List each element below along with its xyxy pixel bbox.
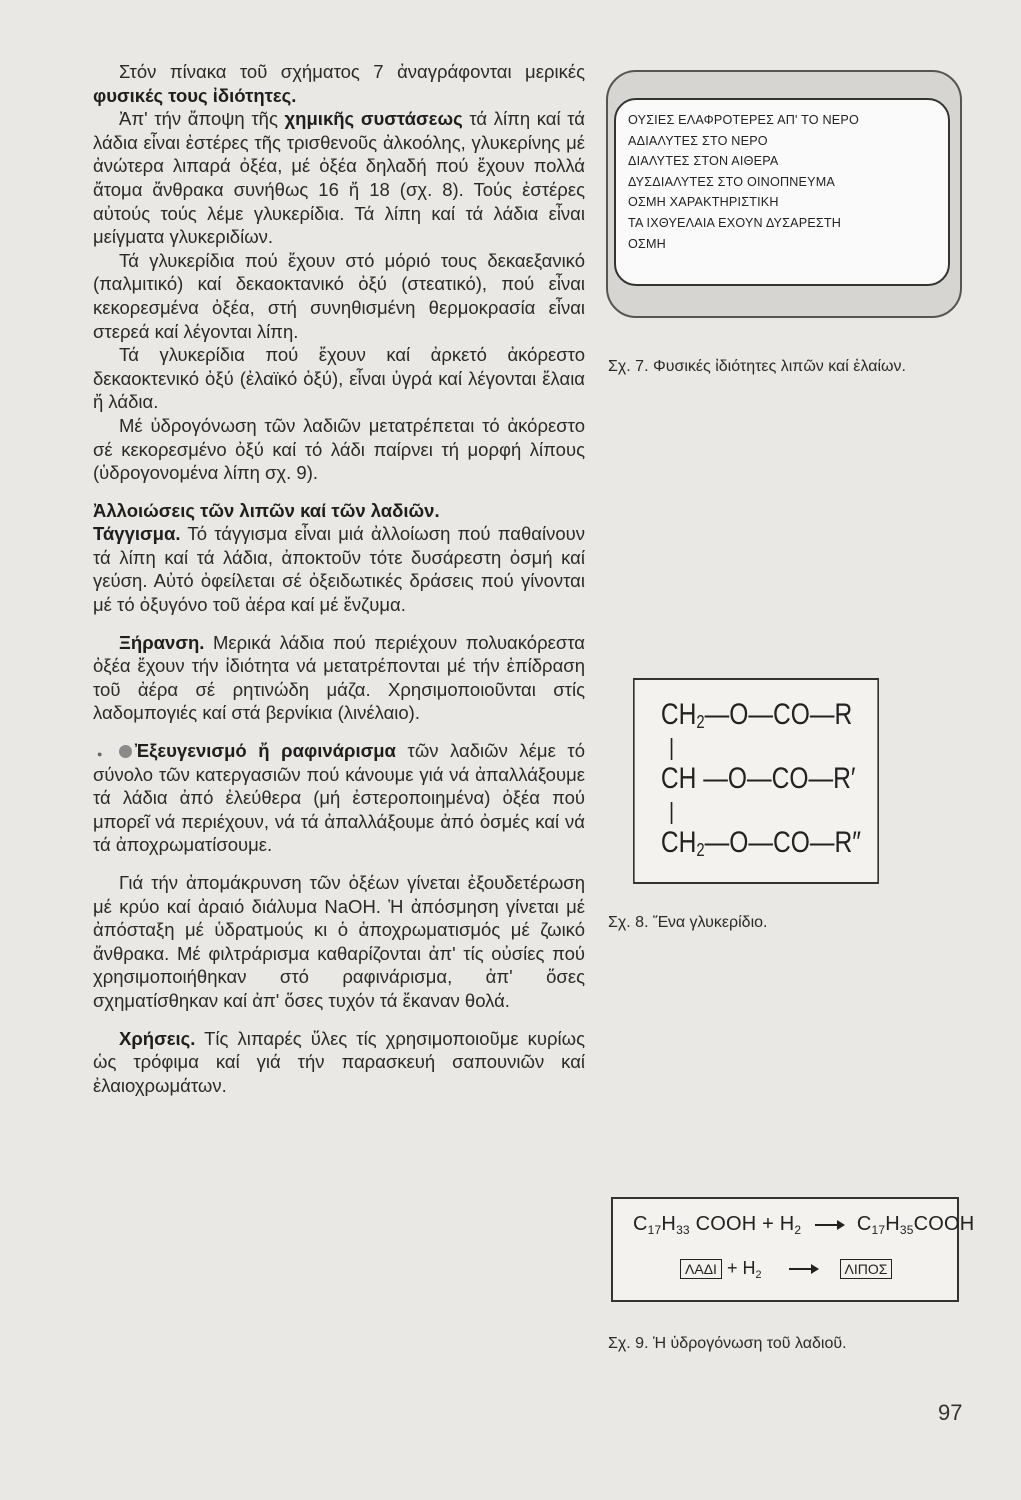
fig7-line: ΟΣΜΗ — [628, 236, 666, 251]
reaction-arrow-icon — [815, 1224, 843, 1226]
fig9-caption: Σχ. 9. Ἡ ὑδρογόνωση τοῦ λαδιοῦ. — [608, 1335, 847, 1352]
fig7-properties-box — [614, 98, 950, 286]
section-heading: Ἀλλοιώσεις τῶν λιπῶν καί τῶν λαδιῶν. — [93, 499, 440, 521]
fig7-line: ΟΥΣΙΕΣ ΕΛΑΦΡΟΤΕΡΕΣ ΑΠ' ΤΟ ΝΕΡΟ — [628, 113, 859, 127]
fig7-line: ΔΥΣΔΙΑΛΥΤΕΣ ΣΤΟ ΟΙΝΟΠΝΕΥΜΑ — [628, 174, 836, 189]
fig7-line: ΑΔΙΑΛΥΤΕΣ ΣΤΟ ΝΕΡΟ — [628, 133, 768, 148]
main-text-column — [93, 60, 585, 1097]
fig8-bond-1 — [671, 738, 673, 760]
fig7-line: ΤΑ ΙΧΘΥΕΛΑΙΑ ΕΧΟΥΝ ΔΥΣΑΡΕΣΤΗ — [628, 215, 842, 230]
fig9-equation-1: $C_{17}H_{33}$ COOH + $H_2$ $C_{17}H_{35}COOH$ — [633, 1213, 975, 1237]
paragraph-3: Τά γλυκερίδια πού ἔχουν στό μόριό τους δεκαεξανικό (παλμιτικό) καί δεκαοκτανικό ὀξύ (στεατικό), πού εἶναι κεκορεσμένα ὀξέα, στή συνηθισμένη θερμοκρασία εἶναι στερεά καί λέγονται λίπη. — [93, 249, 585, 342]
paragraph-uses: Χρήσεις. Τίς λιπαρές ὕλες τίς χρησιμοποιοῦμε κυρίως ὡς τρόφιμα καί γιά τήν παρασκευή σαπουνιῶν καί ἐλαιοχρωμάτων. — [93, 1027, 585, 1096]
fig9-equation-2: $\Lambda A\Delta I + H_2$ ΛΙΠΟΣ — [680, 1258, 892, 1281]
fig8-row-2: CH —O—CO—R′ — [660, 762, 856, 795]
margin-dot: ● — [97, 749, 103, 760]
paragraph-1: Στόν πίνακα τοῦ σχήματος 7 ἀναγράφονται μερικές φυσικές τους ἰδιότητες. — [93, 61, 585, 106]
fig7-line: ΔΙΑΛΥΤΕΣ ΣΤΟΝ ΑΙΘΕΡΑ — [628, 154, 779, 169]
paragraph-refining: ● Ἐξευγενισμό ἤ ραφινάρισμα τῶν λαδιῶν λέμε τό σύνολο τῶν κατεργασιῶν πού κάνουμε γιά νά ἀπαλλάξουμε τά λάδια ἀπό ἐλεύθερα (μή ἐστεροποιημένα) ὀξέα πού μπορεῖ νά περιέχουν, νά τά ἀπαλλάξουμε ἀπό ὀσμές καί νά τά ἀποχρωματίσουμε. — [93, 739, 585, 857]
fig8-glyceride-formula — [633, 678, 879, 884]
fig8-row-3: $CH_2—O—CO—R''$ — [660, 826, 861, 860]
paragraph-4: Τά γλυκερίδια πού ἔχουν καί ἀρκετό ἀκόρεστο δεκαοκτενικό ὀξύ (ἐλαϊκό ὀξύ), εἶναι ὑγρά καί λέγονται ἔλαια ἤ λάδια. — [93, 344, 585, 413]
page-number: 97 — [938, 1400, 963, 1425]
oil-box: ΛΑΔΙ — [680, 1259, 722, 1279]
fat-box: ΛΙΠΟΣ — [840, 1259, 893, 1279]
paragraph-2: Ἀπ' τήν ἄποψη τῆς χημικῆς συστάσεως τά λίπη καί τά λάδια εἶναι ἐστέρες τῆς τρισθενοῦς ἀλκοόλης, γλυκερίνης μέ ἀνώτερα λιπαρά ὀξέα, μέ ὀξέα δηλαδή πού ἔχουν πολλά ἄτομα ἄνθρακα συνήθως 16 ἤ 18 (σχ. 8). Τούς ἐστέρες αὐτούς τούς λέμε γλυκερίδια. Τά λίπη καί τά λάδια εἶναι μείγματα γλυκεριδίων. — [93, 108, 585, 248]
paragraph-neutralization: Γιά τήν ἀπομάκρυνση τῶν ὀξέων γίνεται ἐξουδετέρωση μέ κρύο καί ἀραιό διάλυμα NaOH. Ἡ ἀπόσμηση γίνεται μέ ἀπόσταξη μέ ὑδρατμούς κι ὁ ἀποχρωματισμός μέ ζωικό ἄνθρακα. Μέ φιλτράρισμα καθαρίζονται ἀπ' τίς οὐσίες πού χρησιμοποιήθηκαν στό ραφινάρισμα, ἀπ' ὅσες σχηματίσθηκαν καί ἀπ' ὅσες τυχόν τά ἔκαναν θολά. — [93, 872, 585, 1011]
fig7-caption: Σχ. 7. Φυσικές ἰδιότητες λιπῶν καί ἐλαίων. — [608, 358, 906, 375]
paragraph-rancidity: Τάγγισμα. Τό τάγγισμα εἶναι μιά ἀλλοίωση πού παθαίνουν τά λίπη καί τά λάδια, ἀποκτοῦν τότε δυσάρεστη ὀσμή καί γεύση. Αὐτό ὀφείλεται σέ ὀξειδωτικές δράσεις πού γίνονται μέ τό ὀξυγόνο τοῦ ἀέρα καί μέ ἔνζυμα. — [93, 523, 585, 616]
fig9-hydrogenation-box — [611, 1197, 975, 1302]
fig8-caption: Σχ. 8. Ἕνα γλυκερίδιο. — [608, 914, 768, 931]
paragraph-drying: Ξήρανση. Μερικά λάδια πού περιέχουν πολυακόρεστα ὀξέα ἔχουν τήν ἰδιότητα νά μετατρέπονται μέ τήν ἐπίδραση τοῦ ἀέρα σέ ρητινώδη μάζα. Χρησιμοποιοῦνται στίς λαδομπογιές καί στά βερνίκια (λινέλαιο). — [93, 631, 585, 724]
fig7-line: ΟΣΜΗ ΧΑΡΑΚΤΗΡΙΣΤΙΚΗ — [628, 195, 779, 210]
bullet-icon — [119, 745, 132, 758]
fig8-row-1: $CH_2—O—CO—R$ — [660, 698, 853, 732]
reaction-arrow-icon — [789, 1268, 817, 1270]
paragraph-5: Μέ ὑδρογόνωση τῶν λαδιῶν μετατρέπεται τό ἀκόρεστο σέ κεκορεσμένο ὀξύ καί τό λάδι παίρνει τή μορφή λίπους (ὑδρογονομένα λίπη σχ. 9). — [93, 414, 585, 484]
fig8-bond-2 — [671, 802, 673, 824]
